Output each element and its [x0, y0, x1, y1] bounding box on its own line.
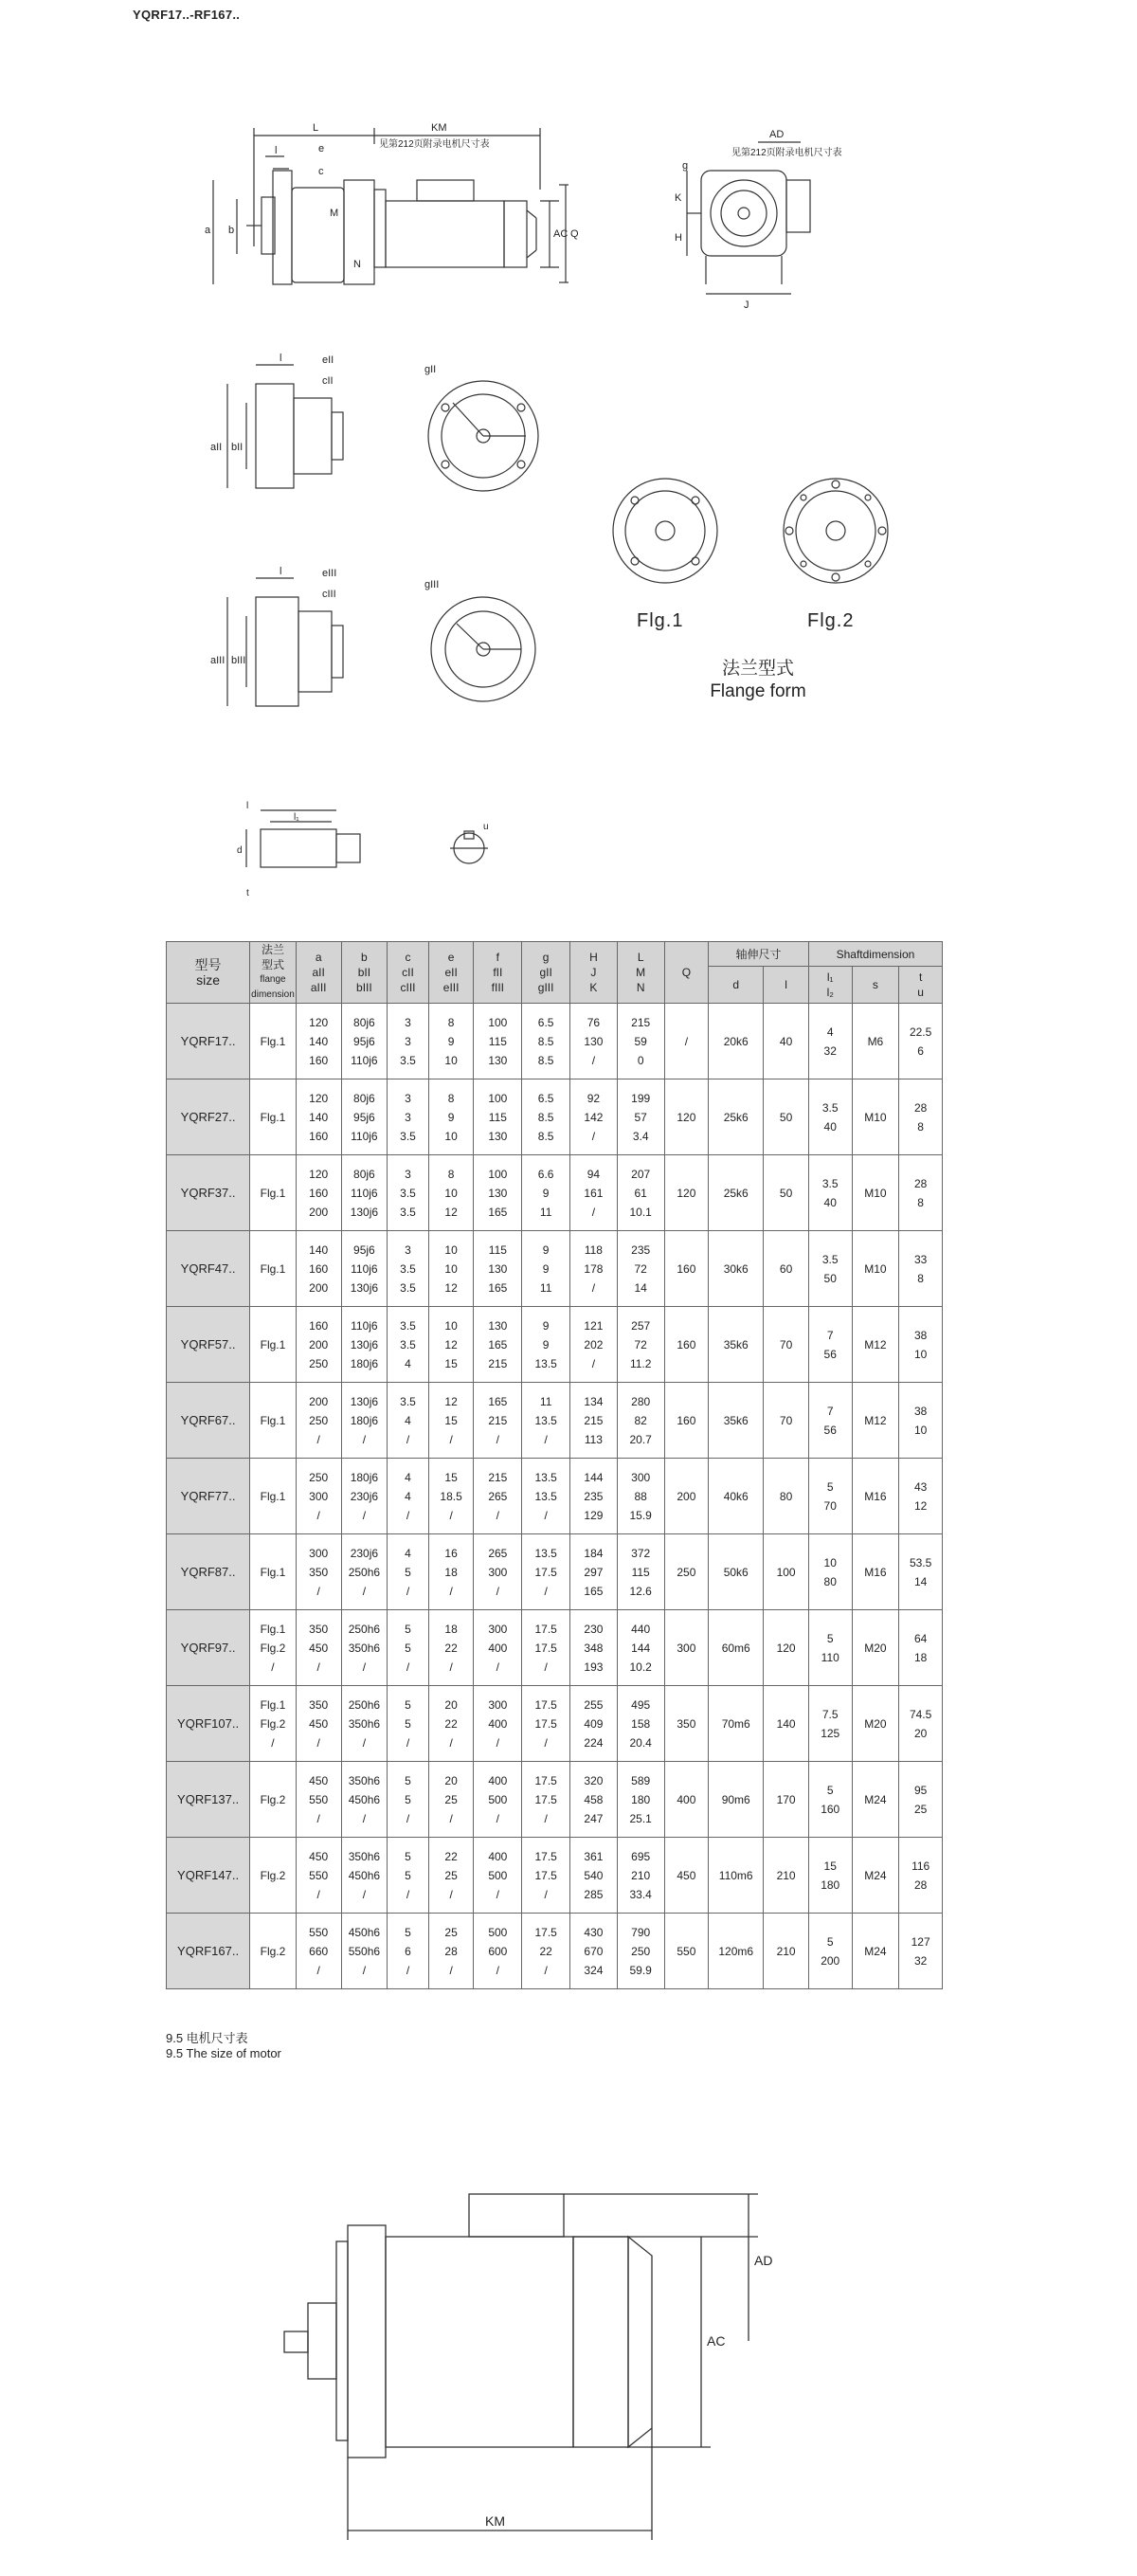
table-body — [167, 1004, 943, 1989]
cell-d: 70m6 — [709, 1686, 764, 1762]
cell-a: 200 250 / — [296, 1383, 341, 1459]
cell-f: 400 500 / — [474, 1838, 522, 1914]
cell-model: YQRF87.. — [167, 1534, 250, 1610]
cell-l: 50 — [764, 1155, 809, 1231]
cell-b: 250h6 350h6 / — [341, 1686, 388, 1762]
header-l: l — [764, 967, 809, 1004]
cell-c: 5 5 / — [388, 1762, 429, 1838]
cell-model: YQRF47.. — [167, 1231, 250, 1307]
top-side-view-drawing — [0, 0, 1137, 322]
cell-lmn: 372 115 12.6 — [617, 1534, 664, 1610]
cell-l1l2: 4 32 — [808, 1004, 852, 1079]
table-row — [167, 1459, 943, 1534]
cell-q: 350 — [664, 1686, 709, 1762]
cell-q: / — [664, 1004, 709, 1079]
cell-tu: 22.5 6 — [899, 1004, 943, 1079]
cell-b: 450h6 550h6 / — [341, 1914, 388, 1989]
cell-l: 50 — [764, 1079, 809, 1155]
cell-hjk: 361 540 285 — [570, 1838, 618, 1914]
cell-lmn: 257 72 11.2 — [617, 1307, 664, 1383]
shaft-label-d: d — [237, 845, 243, 856]
shaft-label-t: t — [246, 888, 249, 898]
cell-l: 210 — [764, 1914, 809, 1989]
cell-l: 210 — [764, 1838, 809, 1914]
dim-label-cIII: cIII — [322, 589, 336, 600]
cell-lmn: 207 61 10.1 — [617, 1155, 664, 1231]
motor-dim-AD: AD — [754, 2253, 773, 2268]
cell-l: 80 — [764, 1459, 809, 1534]
cell-tu: 38 10 — [899, 1307, 943, 1383]
cell-a: 250 300 / — [296, 1459, 341, 1534]
header-hjk: H J K — [570, 942, 618, 1004]
cell-l: 170 — [764, 1762, 809, 1838]
table-row — [167, 1307, 943, 1383]
cell-e: 10 10 12 — [428, 1231, 474, 1307]
dim-label-L: L — [313, 122, 319, 134]
cell-flange: Flg.1 — [250, 1383, 297, 1459]
cell-s: M16 — [852, 1534, 899, 1610]
header-e: e eII eIII — [428, 942, 474, 1004]
cell-c: 5 5 / — [388, 1838, 429, 1914]
cell-a: 140 160 200 — [296, 1231, 341, 1307]
cell-b: 95j6 110j6 130j6 — [341, 1231, 388, 1307]
cell-f: 115 130 165 — [474, 1231, 522, 1307]
cell-tu: 38 10 — [899, 1383, 943, 1459]
cell-a: 160 200 250 — [296, 1307, 341, 1383]
dim-label-N: N — [353, 259, 361, 270]
cell-e: 18 22 / — [428, 1610, 474, 1686]
dim-label-eIII: eIII — [322, 568, 337, 579]
cell-d: 40k6 — [709, 1459, 764, 1534]
cell-l1l2: 10 80 — [808, 1534, 852, 1610]
cell-e: 20 22 / — [428, 1686, 474, 1762]
cell-g: 17.5 17.5 / — [522, 1762, 570, 1838]
cell-d: 35k6 — [709, 1383, 764, 1459]
cell-q: 550 — [664, 1914, 709, 1989]
cell-l: 70 — [764, 1383, 809, 1459]
cell-lmn: 695 210 33.4 — [617, 1838, 664, 1914]
cell-c: 5 5 / — [388, 1610, 429, 1686]
table-row — [167, 1610, 943, 1686]
dim-label-KM: KM — [431, 122, 447, 134]
cell-d: 35k6 — [709, 1307, 764, 1383]
cell-model: YQRF147.. — [167, 1838, 250, 1914]
cell-tu: 28 8 — [899, 1155, 943, 1231]
cell-q: 400 — [664, 1762, 709, 1838]
cell-f: 100 115 130 — [474, 1079, 522, 1155]
dim-label-aIII: aIII — [210, 655, 226, 666]
cell-d: 110m6 — [709, 1838, 764, 1914]
cell-hjk: 134 215 113 — [570, 1383, 618, 1459]
cell-d: 25k6 — [709, 1155, 764, 1231]
cell-g: 13.5 13.5 / — [522, 1459, 570, 1534]
cell-lmn: 235 72 14 — [617, 1231, 664, 1307]
cell-c: 3 3 3.5 — [388, 1004, 429, 1079]
header-flange: 法兰 型式 flange dimension — [250, 942, 297, 1004]
dim-label-c: c — [318, 166, 324, 177]
cell-s: M12 — [852, 1307, 899, 1383]
cell-f: 100 115 130 — [474, 1004, 522, 1079]
cell-g: 17.5 17.5 / — [522, 1686, 570, 1762]
cell-tu: 53.5 14 — [899, 1534, 943, 1610]
header-q: Q — [664, 942, 709, 1004]
cell-s: M24 — [852, 1762, 899, 1838]
motor-drawing — [284, 2151, 777, 2549]
page-header: YQRF17..-RF167.. — [133, 8, 241, 22]
cell-flange: Flg.1 — [250, 1004, 297, 1079]
cell-q: 200 — [664, 1459, 709, 1534]
cell-lmn: 280 82 20.7 — [617, 1383, 664, 1459]
cell-l1l2: 3.5 40 — [808, 1155, 852, 1231]
cell-a: 450 550 / — [296, 1762, 341, 1838]
cell-f: 300 400 / — [474, 1686, 522, 1762]
cell-l: 120 — [764, 1610, 809, 1686]
table-row — [167, 1838, 943, 1914]
cell-g: 6.5 8.5 8.5 — [522, 1004, 570, 1079]
cell-e: 15 18.5 / — [428, 1459, 474, 1534]
dim-label-g: g — [682, 160, 689, 172]
cell-hjk: 230 348 193 — [570, 1610, 618, 1686]
header-b: b bII bIII — [341, 942, 388, 1004]
dimension-table — [166, 941, 943, 1989]
cell-l1l2: 5 160 — [808, 1762, 852, 1838]
cell-hjk: 94 161 / — [570, 1155, 618, 1231]
cell-b: 230j6 250h6 / — [341, 1534, 388, 1610]
cell-f: 300 400 / — [474, 1610, 522, 1686]
table-row — [167, 1914, 943, 1989]
dim-label-l-2: l — [280, 353, 282, 364]
cell-e: 20 25 / — [428, 1762, 474, 1838]
cell-flange: Flg.1 — [250, 1155, 297, 1231]
cell-model: YQRF67.. — [167, 1383, 250, 1459]
flange-variant-2-drawing — [190, 346, 625, 507]
motor-section-caption — [166, 2031, 281, 2061]
cell-b: 250h6 350h6 / — [341, 1610, 388, 1686]
dim-label-bII: bII — [231, 442, 244, 453]
dim-label-e: e — [318, 143, 325, 154]
flange-variant-3-drawing — [190, 559, 625, 720]
header-shaft-cn: 轴伸尺寸 — [709, 942, 809, 967]
table-row — [167, 1155, 943, 1231]
cell-b: 130j6 180j6 / — [341, 1383, 388, 1459]
cell-flange: Flg.1 Flg.2 / — [250, 1610, 297, 1686]
motor-caption-en: 9.5 The size of motor — [166, 2046, 281, 2060]
cell-tu: 28 8 — [899, 1079, 943, 1155]
table-row — [167, 1079, 943, 1155]
cell-s: M10 — [852, 1155, 899, 1231]
header-a: a aII aIII — [296, 942, 341, 1004]
cell-g: 13.5 17.5 / — [522, 1534, 570, 1610]
motor-dim-KM: KM — [485, 2513, 505, 2529]
cell-f: 400 500 / — [474, 1762, 522, 1838]
cell-f: 100 130 165 — [474, 1155, 522, 1231]
cell-b: 180j6 230j6 / — [341, 1459, 388, 1534]
cell-g: 17.5 17.5 / — [522, 1610, 570, 1686]
cell-e: 22 25 / — [428, 1838, 474, 1914]
header-s: s — [852, 967, 899, 1004]
flange-form-title-cn: 法兰型式 — [721, 659, 794, 679]
flange-form-figures — [597, 469, 919, 640]
cell-q: 160 — [664, 1307, 709, 1383]
dim-label-M: M — [330, 208, 339, 219]
cell-e: 25 28 / — [428, 1914, 474, 1989]
header-g: g gII gIII — [522, 942, 570, 1004]
cell-c: 5 6 / — [388, 1914, 429, 1989]
flange-fig1-label: Flg.1 — [637, 610, 684, 631]
cell-flange: Flg.2 — [250, 1838, 297, 1914]
cell-s: M6 — [852, 1004, 899, 1079]
cell-model: YQRF107.. — [167, 1686, 250, 1762]
cell-flange: Flg.1 — [250, 1231, 297, 1307]
cell-b: 350h6 450h6 / — [341, 1838, 388, 1914]
cell-hjk: 92 142 / — [570, 1079, 618, 1155]
cell-hjk: 76 130 / — [570, 1004, 618, 1079]
dim-label-H: H — [675, 232, 682, 244]
cell-c: 3.5 3.5 4 — [388, 1307, 429, 1383]
cell-g: 11 13.5 / — [522, 1383, 570, 1459]
dim-label-Q: Q — [570, 228, 579, 240]
cell-e: 16 18 / — [428, 1534, 474, 1610]
cell-b: 350h6 450h6 / — [341, 1762, 388, 1838]
cell-f: 265 300 / — [474, 1534, 522, 1610]
cell-a: 300 350 / — [296, 1534, 341, 1610]
cell-flange: Flg.1 — [250, 1307, 297, 1383]
cell-hjk: 255 409 224 — [570, 1686, 618, 1762]
cell-c: 3.5 4 / — [388, 1383, 429, 1459]
cell-a: 120 140 160 — [296, 1004, 341, 1079]
motor-dim-AC: AC — [707, 2333, 726, 2349]
cell-e: 8 10 12 — [428, 1155, 474, 1231]
cell-f: 500 600 / — [474, 1914, 522, 1989]
table-row — [167, 1686, 943, 1762]
cell-lmn: 215 59 0 — [617, 1004, 664, 1079]
cell-c: 4 5 / — [388, 1534, 429, 1610]
cell-g: 6.5 8.5 8.5 — [522, 1079, 570, 1155]
cell-c: 3 3 3.5 — [388, 1079, 429, 1155]
cell-c: 3 3.5 3.5 — [388, 1155, 429, 1231]
cell-l: 70 — [764, 1307, 809, 1383]
cell-l1l2: 3.5 40 — [808, 1079, 852, 1155]
cell-b: 80j6 95j6 110j6 — [341, 1004, 388, 1079]
cell-lmn: 440 144 10.2 — [617, 1610, 664, 1686]
dim-label-gII: gII — [424, 364, 437, 375]
cell-model: YQRF17.. — [167, 1004, 250, 1079]
flange-fig2-label: Flg.2 — [807, 610, 855, 631]
cell-q: 300 — [664, 1610, 709, 1686]
top-front-view-drawing — [663, 123, 853, 322]
header-c: c cII cIII — [388, 942, 429, 1004]
cell-s: M12 — [852, 1383, 899, 1459]
cell-s: M24 — [852, 1914, 899, 1989]
dim-label-AC: AC — [553, 228, 568, 240]
dim-label-eII: eII — [322, 354, 334, 366]
header-size: 型号 size — [167, 942, 250, 1004]
cell-hjk: 121 202 / — [570, 1307, 618, 1383]
cell-s: M20 — [852, 1686, 899, 1762]
cell-tu: 95 25 — [899, 1762, 943, 1838]
cell-s: M20 — [852, 1610, 899, 1686]
header-l1l2: l₁ l₂ — [808, 967, 852, 1004]
shaft-label-u: u — [483, 822, 489, 832]
header-tu: t u — [899, 967, 943, 1004]
cell-tu: 116 28 — [899, 1838, 943, 1914]
cell-a: 450 550 / — [296, 1838, 341, 1914]
cell-tu: 33 8 — [899, 1231, 943, 1307]
cell-tu: 74.5 20 — [899, 1686, 943, 1762]
cell-model: YQRF27.. — [167, 1079, 250, 1155]
cell-c: 4 4 / — [388, 1459, 429, 1534]
cell-flange: Flg.2 — [250, 1762, 297, 1838]
table-header-row-1 — [167, 942, 943, 967]
dim-label-l: l — [275, 145, 278, 156]
header-f: f fII fIII — [474, 942, 522, 1004]
dim-label-AD: AD — [769, 129, 785, 140]
cell-e: 10 12 15 — [428, 1307, 474, 1383]
dim-label-b: b — [228, 225, 235, 236]
shaft-label-l1: l₁ — [294, 812, 299, 823]
cell-lmn: 199 57 3.4 — [617, 1079, 664, 1155]
cell-hjk: 184 297 165 — [570, 1534, 618, 1610]
cell-d: 20k6 — [709, 1004, 764, 1079]
cell-g: 6.6 9 11 — [522, 1155, 570, 1231]
cell-model: YQRF137.. — [167, 1762, 250, 1838]
cell-e: 12 15 / — [428, 1383, 474, 1459]
cell-l1l2: 15 180 — [808, 1838, 852, 1914]
cell-q: 160 — [664, 1383, 709, 1459]
cell-flange: Flg.2 — [250, 1914, 297, 1989]
cell-a: 120 140 160 — [296, 1079, 341, 1155]
cell-b: 110j6 130j6 180j6 — [341, 1307, 388, 1383]
dim-label-J: J — [744, 299, 749, 311]
cell-hjk: 118 178 / — [570, 1231, 618, 1307]
cell-model: YQRF37.. — [167, 1155, 250, 1231]
cell-q: 250 — [664, 1534, 709, 1610]
cell-model: YQRF77.. — [167, 1459, 250, 1534]
cell-flange: Flg.1 — [250, 1459, 297, 1534]
table-row — [167, 1534, 943, 1610]
dim-label-cII: cII — [322, 375, 334, 387]
cell-g: 9 9 11 — [522, 1231, 570, 1307]
cell-l1l2: 7.5 125 — [808, 1686, 852, 1762]
dim-label-a: a — [205, 225, 211, 236]
header-shaft-en: Shaftdimension — [808, 942, 942, 967]
header-d: d — [709, 967, 764, 1004]
cell-g: 17.5 17.5 / — [522, 1838, 570, 1914]
dim-label-K: K — [675, 192, 682, 204]
dim-label-l-3: l — [280, 566, 282, 577]
cell-flange: Flg.1 — [250, 1534, 297, 1610]
cell-a: 120 160 200 — [296, 1155, 341, 1231]
motor-caption-cn: 9.5 电机尺寸表 — [166, 2031, 248, 2045]
note-see-motor-table: 见第212页附录电机尺寸表 — [379, 139, 490, 150]
table-row — [167, 1762, 943, 1838]
cell-tu: 127 32 — [899, 1914, 943, 1989]
cell-q: 450 — [664, 1838, 709, 1914]
cell-l1l2: 5 110 — [808, 1610, 852, 1686]
cell-d: 50k6 — [709, 1534, 764, 1610]
cell-lmn: 790 250 59.9 — [617, 1914, 664, 1989]
cell-d: 120m6 — [709, 1914, 764, 1989]
cell-lmn: 589 180 25.1 — [617, 1762, 664, 1838]
cell-l1l2: 7 56 — [808, 1307, 852, 1383]
cell-f: 215 265 / — [474, 1459, 522, 1534]
cell-c: 3 3.5 3.5 — [388, 1231, 429, 1307]
cell-s: M10 — [852, 1079, 899, 1155]
cell-hjk: 144 235 129 — [570, 1459, 618, 1534]
cell-b: 80j6 110j6 130j6 — [341, 1155, 388, 1231]
cell-l1l2: 7 56 — [808, 1383, 852, 1459]
cell-c: 5 5 / — [388, 1686, 429, 1762]
header-lmn: L M N — [617, 942, 664, 1004]
cell-f: 165 215 / — [474, 1383, 522, 1459]
cell-d: 90m6 — [709, 1762, 764, 1838]
note-see-motor-table-2: 见第212页附录电机尺寸表 — [731, 148, 842, 158]
table-row — [167, 1004, 943, 1079]
cell-q: 120 — [664, 1155, 709, 1231]
dim-label-gIII: gIII — [424, 579, 440, 590]
cell-lmn: 495 158 20.4 — [617, 1686, 664, 1762]
cell-d: 60m6 — [709, 1610, 764, 1686]
cell-s: M24 — [852, 1838, 899, 1914]
cell-flange: Flg.1 — [250, 1079, 297, 1155]
cell-q: 160 — [664, 1231, 709, 1307]
cell-l: 60 — [764, 1231, 809, 1307]
shaft-detail-drawing — [227, 801, 512, 915]
flange-form-title-en: Flange form — [710, 681, 806, 701]
shaft-label-l: l — [246, 801, 249, 811]
cell-model: YQRF57.. — [167, 1307, 250, 1383]
cell-l1l2: 5 200 — [808, 1914, 852, 1989]
cell-d: 30k6 — [709, 1231, 764, 1307]
cell-model: YQRF167.. — [167, 1914, 250, 1989]
table-row — [167, 1383, 943, 1459]
cell-l: 100 — [764, 1534, 809, 1610]
table-row — [167, 1231, 943, 1307]
cell-d: 25k6 — [709, 1079, 764, 1155]
cell-e: 8 9 10 — [428, 1004, 474, 1079]
cell-a: 350 450 / — [296, 1686, 341, 1762]
cell-f: 130 165 215 — [474, 1307, 522, 1383]
cell-model: YQRF97.. — [167, 1610, 250, 1686]
cell-a: 350 450 / — [296, 1610, 341, 1686]
cell-s: M10 — [852, 1231, 899, 1307]
cell-lmn: 300 88 15.9 — [617, 1459, 664, 1534]
cell-hjk: 320 458 247 — [570, 1762, 618, 1838]
cell-tu: 43 12 — [899, 1459, 943, 1534]
cell-l1l2: 5 70 — [808, 1459, 852, 1534]
cell-q: 120 — [664, 1079, 709, 1155]
cell-l1l2: 3.5 50 — [808, 1231, 852, 1307]
cell-a: 550 660 / — [296, 1914, 341, 1989]
cell-g: 9 9 13.5 — [522, 1307, 570, 1383]
cell-g: 17.5 22 / — [522, 1914, 570, 1989]
flange-form-title — [663, 658, 853, 703]
cell-flange: Flg.1 Flg.2 / — [250, 1686, 297, 1762]
cell-s: M16 — [852, 1459, 899, 1534]
cell-l: 140 — [764, 1686, 809, 1762]
cell-tu: 64 18 — [899, 1610, 943, 1686]
cell-b: 80j6 95j6 110j6 — [341, 1079, 388, 1155]
cell-l: 40 — [764, 1004, 809, 1079]
dim-label-aII: aII — [210, 442, 223, 453]
cell-e: 8 9 10 — [428, 1079, 474, 1155]
cell-hjk: 430 670 324 — [570, 1914, 618, 1989]
dim-label-bIII: bIII — [231, 655, 246, 666]
